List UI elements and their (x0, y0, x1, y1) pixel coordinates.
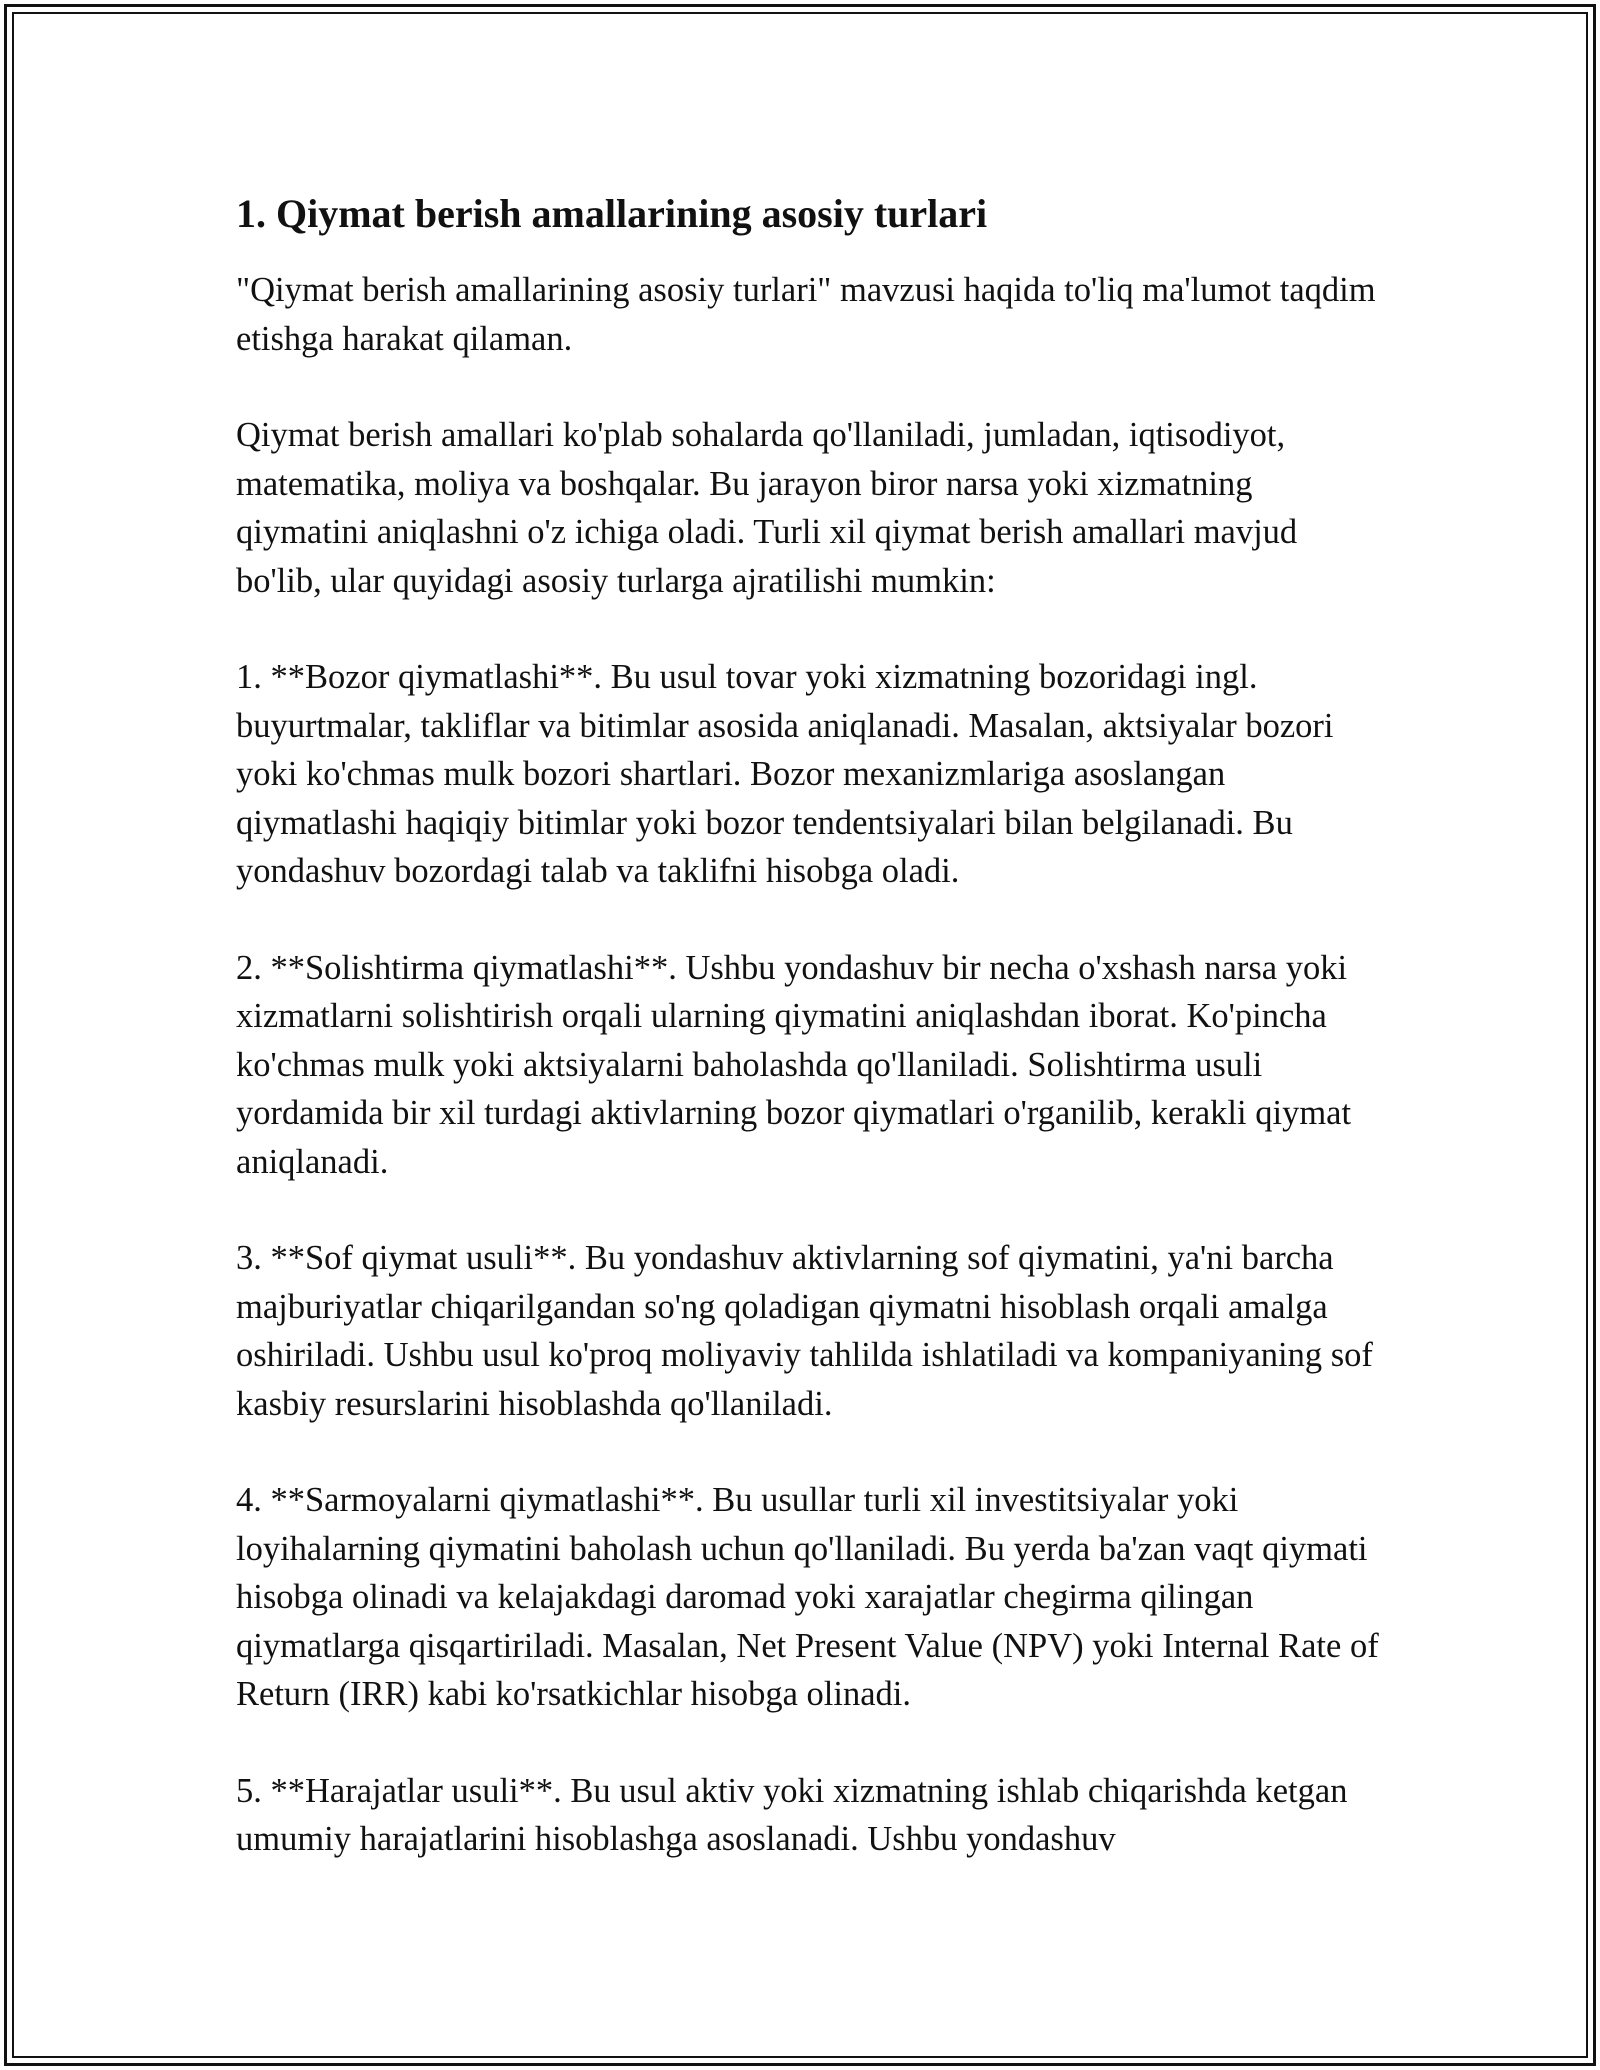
document-title: 1. Qiymat berish amallarining asosiy turlari (236, 191, 988, 236)
document-body (236, 188, 1386, 1912)
overview-paragraph: Qiymat berish amallari ko'plab sohalarda qo'llaniladi, jumladan, iqtisodiyot, matematika, moliya va boshqalar. Bu jarayon biror narsa yoki xizmatning qiymatini aniqlashni o'z ichiga oladi. Turli xil qiymat berish amallari mavjud bo'lib, ular quyidagi asosiy turlarga ajratilishi mumkin: (236, 416, 1298, 600)
list-item-1: 1. **Bozor qiymatlashi**. Bu usul tovar yoki xizmatning bozoridagi ingl. buyurtmalar, takliflar va bitimlar asosida aniqlanadi. Masalan, aktsiyalar bozori yoki ko'chmas mulk bozori shartlari. Bozor mexanizmlariga asoslangan qiymatlashi haqiqiy bitimlar yoki bozor tendentsiyalari bilan belgilanadi. Bu yondashuv bozordagi talab va taklifni hisobga oladi. (236, 658, 1334, 890)
list-item-3: 3. **Sof qiymat usuli**. Bu yondashuv aktivlarning sof qiymatini, ya'ni barcha majburiyatlar chiqarilgandan so'ng qoladigan qiymatni hisoblash orqali amalga oshiriladi. Ushbu usul ko'proq moliyaviy tahlilda ishlatiladi va kompaniyaning sof kasbiy resurslarini hisoblashda qo'llaniladi. (236, 1239, 1373, 1423)
list-item-4: 4. **Sarmoyalarni qiymatlashi**. Bu usullar turli xil investitsiyalar yoki loyihalarning qiymatini baholash uchun qo'llaniladi. Bu yerda ba'zan vaqt qiymati hisobga olinadi va kelajakdagi daromad yoki xarajatlar chegirma qilingan qiymatlarga qisqartiriladi. Masalan, Net Present Value (NPV) yoki Internal Rate of Return (IRR) kabi ko'rsatkichlar hisobga olinadi. (236, 1481, 1379, 1713)
list-item-2: 2. **Solishtirma qiymatlashi**. Ushbu yondashuv bir necha o'xshash narsa yoki xizmatlarni solishtirish orqali ularning qiymatini aniqlashdan iborat. Ko'pincha ko'chmas mulk yoki aktsiyalarni baholashda qo'llaniladi. Solishtirma usuli yordamida bir xil turdagi aktivlarning bozor qiymatlari o'rganilib, kerakli qiymat aniqlanadi. (236, 948, 1352, 1181)
intro-paragraph: "Qiymat berish amallarining asosiy turlari" mavzusi haqida to'liq ma'lumot taqdim etishga harakat qilaman. (236, 271, 1376, 358)
list-item-5: 5. **Harajatlar usuli**. Bu usul aktiv yoki xizmatning ishlab chiqarishda ketgan umumiy harajatlarini hisoblashga asoslanadi. Ushbu yondashuv (236, 1771, 1348, 1858)
